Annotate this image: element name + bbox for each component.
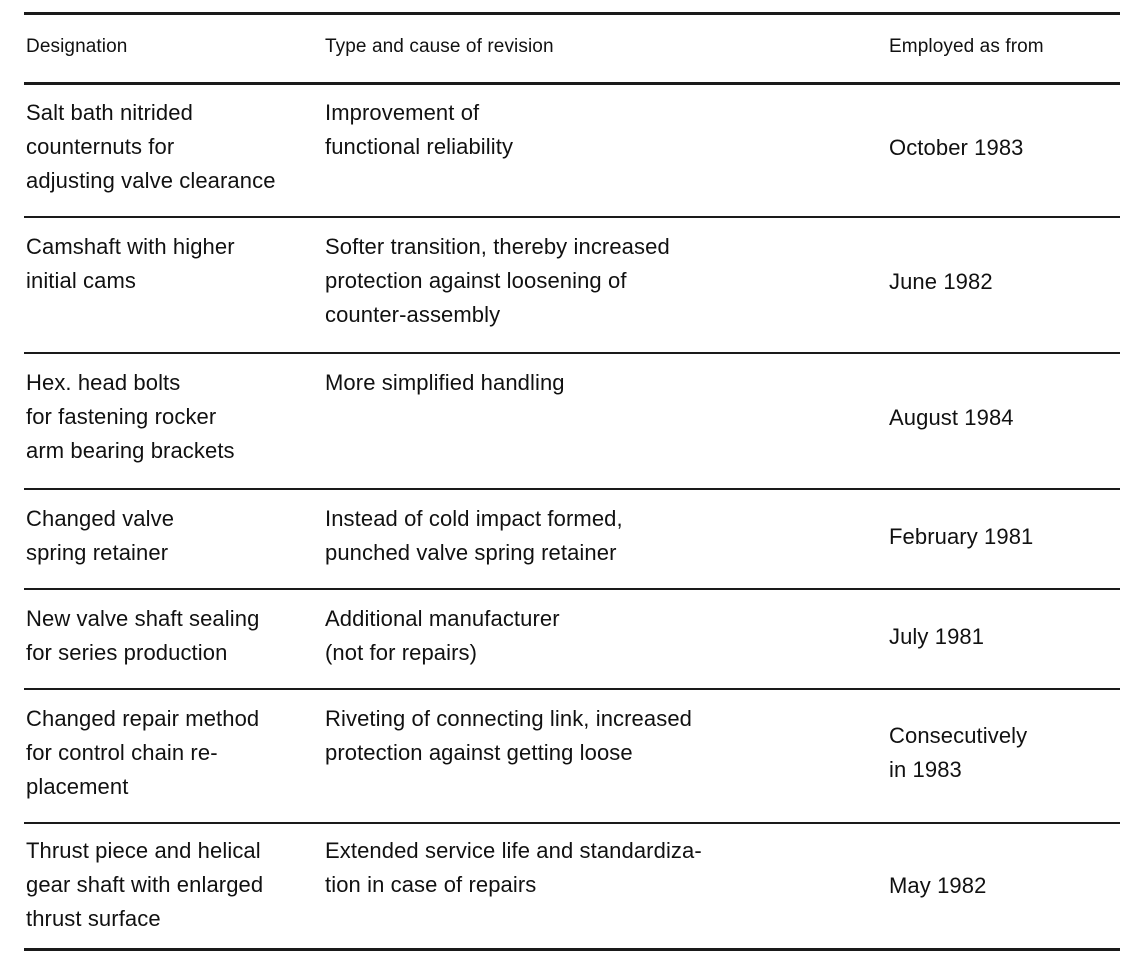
row-7-designation: Thrust piece and helical gear shaft with enlarged thrust surface (26, 838, 264, 931)
row-3-date: August 1984 (889, 405, 1014, 430)
row-3-revision: More simplified handling (325, 370, 565, 395)
row-2-revision: Softer transition, thereby increased protection against loosening of counter-assembly (325, 234, 670, 327)
row-6-revision: Riveting of connecting link, increased protection against getting loose (325, 706, 693, 765)
row-divider (24, 822, 1120, 824)
table-top-rule (24, 12, 1120, 15)
header-type-cause: Type and cause of revision (325, 36, 554, 57)
row-5-revision: Additional manufacturer (not for repairs) (325, 606, 560, 665)
row-2-date: June 1982 (889, 269, 993, 294)
row-4-designation: Changed valve spring retainer (26, 506, 175, 565)
row-2-designation: Camshaft with higher initial cams (26, 234, 235, 293)
row-7-date: May 1982 (889, 873, 987, 898)
row-divider (24, 216, 1120, 218)
header-rule (24, 82, 1120, 85)
row-4-date: February 1981 (889, 524, 1034, 549)
header-employed-from: Employed as from (889, 36, 1044, 57)
header-designation: Designation (26, 36, 128, 57)
row-1-revision: Improvement of functional reliability (325, 100, 514, 159)
row-4-revision: Instead of cold impact formed, punched valve spring retainer (325, 506, 623, 565)
table-bottom-rule (24, 948, 1120, 951)
row-5-date: July 1981 (889, 624, 985, 649)
row-6-date: Consecutively in 1983 (889, 723, 1028, 782)
row-1-date: October 1983 (889, 135, 1024, 160)
row-divider (24, 488, 1120, 490)
row-7-revision: Extended service life and standardiza- tion in case of repairs (325, 838, 702, 897)
row-5-designation: New valve shaft sealing for series production (26, 606, 260, 665)
row-6-designation: Changed repair method for control chain re- placement (26, 706, 260, 799)
row-divider (24, 688, 1120, 690)
row-3-designation: Hex. head bolts for fastening rocker arm bearing brackets (26, 370, 235, 463)
row-divider (24, 352, 1120, 354)
row-1-designation: Salt bath nitrided counternuts for adjusting valve clearance (26, 100, 276, 193)
row-divider (24, 588, 1120, 590)
